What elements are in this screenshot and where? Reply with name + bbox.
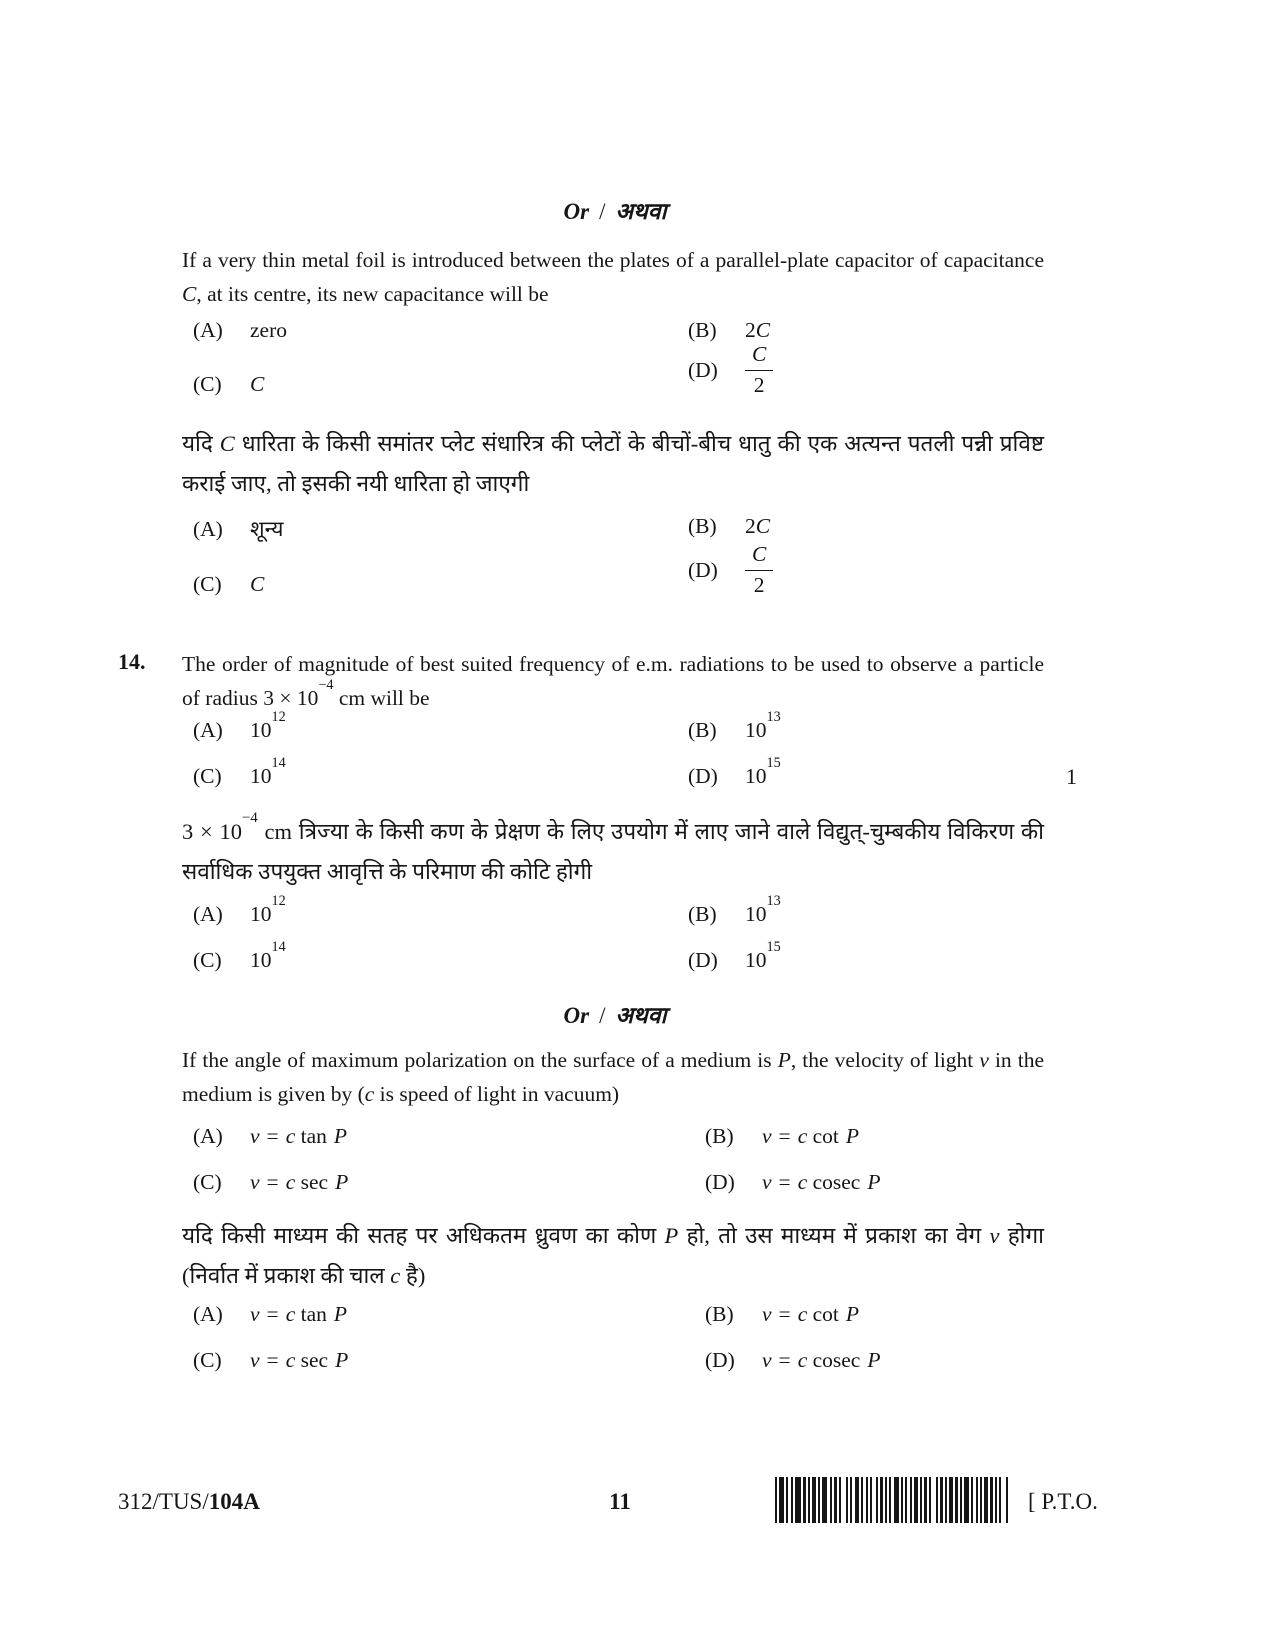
q14alt-hi-option-c [193, 1348, 348, 1373]
option-label: (A) [193, 1302, 223, 1326]
variable-p: P [845, 1302, 860, 1326]
variable-v: v [762, 1124, 772, 1148]
question-text-hindi: यदि किसी माध्यम की सतह पर अधिकतम ध्रुवण का कोण [182, 1223, 665, 1248]
paper-code [118, 1489, 260, 1515]
exponent: −4 [318, 677, 334, 694]
q14-en-option-d [688, 755, 781, 789]
option-value: 10 [745, 764, 767, 788]
exponent: 15 [766, 755, 781, 772]
q14-question-en [182, 647, 1044, 715]
exponent: 14 [271, 755, 286, 772]
option-value: 10 [250, 718, 272, 742]
option-label: (A) [193, 517, 223, 541]
variable-c: C [182, 282, 197, 306]
variable-v: v [762, 1348, 772, 1372]
option-label: (C) [193, 372, 222, 396]
option-label: (D) [688, 357, 718, 382]
q13alt-en-option-d [688, 344, 773, 396]
variable-p: P [333, 1124, 348, 1148]
variable-c: C [219, 431, 235, 456]
variable-v: v [989, 1223, 1000, 1248]
variable-c: c [797, 1348, 808, 1372]
trig-function: cosec [812, 1348, 861, 1372]
or-divider-1 [185, 194, 1045, 226]
option-value: 10 [250, 902, 272, 926]
exponent: 12 [271, 709, 286, 726]
variable-c: c [390, 1263, 401, 1288]
divider-separator: / [599, 1003, 606, 1028]
variable-v: v [762, 1302, 772, 1326]
option-label: (B) [688, 514, 717, 538]
paper-code-series: 104A [208, 1489, 260, 1514]
fraction-denominator: 2 [753, 572, 765, 597]
option-value: 2 [745, 514, 756, 538]
paper-code-prefix: 312/TUS/ [118, 1489, 209, 1514]
option-value: 2 [745, 318, 756, 342]
q13alt-en-option-c [193, 372, 264, 397]
option-label: (C) [193, 764, 222, 788]
variable-v: v [250, 1170, 260, 1194]
question-text: is speed of light in vacuum) [374, 1082, 620, 1106]
q14alt-en-option-a [193, 1124, 347, 1149]
equals-sign: = [266, 1170, 279, 1194]
question-text-hindi: cm त्रिज्या के किसी कण के प्रेक्षण के लिए उपयोग में लाए जाने वाले विद्युत्-चुम्बकीय विकिरण की सर्वाधिक उपयुक्त आवृत्ति के परिमाण की कोटि होगी [182, 819, 1044, 884]
variable-p: P [335, 1170, 349, 1194]
q14-en-option-b [688, 709, 781, 743]
option-label: (B) [688, 718, 717, 742]
equals-sign: = [778, 1348, 791, 1372]
barcode [775, 1477, 1013, 1523]
q13alt-question-hi [182, 424, 1044, 504]
question-text: 3 × 10 [182, 819, 242, 844]
option-value: 10 [745, 902, 767, 926]
fraction-denominator: 2 [753, 372, 765, 397]
variable-v: v [762, 1170, 772, 1194]
trig-function: tan [300, 1302, 327, 1326]
question-text: in the medium is given by ( [182, 1048, 1044, 1106]
option-value: zero [250, 318, 287, 342]
variable-v: v [250, 1302, 260, 1326]
q14alt-question-hi [182, 1216, 1044, 1296]
q14-hi-option-a [193, 893, 286, 927]
marks-value: 1 [1066, 764, 1077, 789]
q13alt-hi-option-a [193, 514, 283, 543]
equals-sign: = [266, 1302, 279, 1326]
fraction-numerator: C [745, 544, 773, 571]
trig-function: tan [300, 1124, 327, 1148]
option-label: (B) [688, 318, 717, 342]
exponent: 13 [766, 709, 781, 726]
option-label: (A) [193, 718, 223, 742]
equals-sign: = [266, 1348, 279, 1372]
q14-hi-option-d [688, 939, 781, 973]
page-number: 11 [609, 1489, 631, 1514]
q14-hi-option-b [688, 893, 781, 927]
variable-p: P [664, 1223, 679, 1248]
variable-c: c [285, 1124, 296, 1148]
exponent: 12 [271, 893, 286, 910]
option-value: 10 [745, 718, 767, 742]
question-text: If the angle of maximum polarization on the surface of a medium is [182, 1048, 778, 1072]
pto-label: [ P.T.O. [1028, 1489, 1098, 1514]
question-text: The order of magnitude of best suited frequency of e.m. radiations to be used to observe a particle of radius 3 × 10 [182, 652, 1044, 710]
q13alt-hi-option-b [688, 514, 770, 539]
variable-v: v [250, 1348, 260, 1372]
q14alt-question-en [182, 1043, 1044, 1111]
trig-function: cot [812, 1302, 839, 1326]
q14-en-option-a [193, 709, 286, 743]
variable-c: c [364, 1082, 375, 1106]
trig-function: sec [300, 1348, 329, 1372]
question-text-hindi: हो, तो उस माध्यम में प्रकाश का वेग [678, 1223, 990, 1248]
fraction-c-over-2 [745, 544, 773, 596]
option-label: (D) [688, 764, 718, 788]
variable-p: P [845, 1124, 860, 1148]
variable-c: C [755, 318, 771, 342]
option-value: C [250, 372, 265, 396]
q14-question-hi [182, 812, 1044, 892]
variable-c: c [285, 1302, 296, 1326]
q14-en-option-c [193, 755, 286, 789]
or-label: Or [563, 1003, 590, 1028]
variable-p: P [335, 1348, 349, 1372]
option-value: 10 [250, 764, 272, 788]
variable-p: P [867, 1170, 881, 1194]
q14alt-en-option-b [705, 1124, 859, 1149]
variable-p: P [867, 1348, 881, 1372]
option-label: (D) [705, 1170, 735, 1194]
option-label: (B) [688, 902, 717, 926]
q14alt-en-option-c [193, 1170, 348, 1195]
equals-sign: = [266, 1124, 279, 1148]
question-text: cm will be [333, 686, 430, 710]
variable-c: c [285, 1170, 296, 1194]
q14alt-hi-option-d [705, 1348, 881, 1373]
option-value: 10 [250, 948, 272, 972]
option-label: (C) [193, 572, 222, 596]
variable-p: P [333, 1302, 348, 1326]
variable-c: c [797, 1302, 808, 1326]
equals-sign: = [778, 1302, 791, 1326]
question-text: , the velocity of light [790, 1048, 980, 1072]
equals-sign: = [778, 1124, 791, 1148]
trig-function: cot [812, 1124, 839, 1148]
question-text-hindi: धारिता के किसी समांतर प्लेट संधारित्र की प्लेटों के बीचों-बीच धातु की एक अत्यन्त पतली पन्नी प्रविष्ट कराई जाए, तो इसकी नयी धारिता हो जाएगी [182, 431, 1045, 496]
q14alt-hi-option-b [705, 1302, 859, 1327]
q14alt-hi-option-a [193, 1302, 347, 1327]
trig-function: sec [300, 1170, 329, 1194]
option-label: (B) [705, 1124, 734, 1148]
option-label: (C) [193, 948, 222, 972]
or-label: Or [563, 199, 590, 224]
question-text: If a very thin metal foil is introduced between the plates of a parallel-plate capacitor of capacitance [182, 248, 1044, 272]
question-text-hindi: होगा (निर्वात में प्रकाश की चाल [182, 1223, 1044, 1288]
variable-c: c [285, 1348, 296, 1372]
fraction-numerator: C [745, 344, 773, 371]
option-value: 10 [745, 948, 767, 972]
variable-c: c [797, 1124, 808, 1148]
or-label-hindi: अथवा [615, 1003, 667, 1028]
option-label: (B) [705, 1302, 734, 1326]
trig-function: cosec [812, 1170, 861, 1194]
or-divider-2 [185, 998, 1045, 1030]
q13alt-en-option-b [688, 318, 770, 343]
variable-v: v [250, 1124, 260, 1148]
question-text-hindi: यदि [182, 431, 220, 456]
question-text-hindi: है) [400, 1263, 426, 1288]
variable-c: c [797, 1170, 808, 1194]
equals-sign: = [778, 1170, 791, 1194]
option-value: C [250, 572, 265, 596]
option-label: (A) [193, 1124, 223, 1148]
exponent: 13 [766, 893, 781, 910]
q13alt-hi-option-c [193, 572, 264, 597]
option-label: (A) [193, 318, 223, 342]
divider-separator: / [599, 199, 606, 224]
exponent: 15 [766, 939, 781, 956]
variable-c: C [755, 514, 771, 538]
variable-p: P [777, 1048, 791, 1072]
exponent: −4 [241, 810, 258, 827]
option-label: (D) [688, 948, 718, 972]
option-label: (A) [193, 902, 223, 926]
option-label: (C) [193, 1348, 222, 1372]
q13alt-hi-option-d [688, 544, 773, 596]
q14alt-en-option-d [705, 1170, 881, 1195]
option-label: (D) [688, 557, 718, 582]
option-value-hindi: शून्य [250, 517, 284, 541]
option-label: (C) [193, 1170, 222, 1194]
option-label: (D) [705, 1348, 735, 1372]
question-number: 14. [118, 649, 146, 674]
q13alt-question-en [182, 243, 1044, 311]
question-text: , at its centre, its new capacitance will be [196, 282, 549, 306]
q14-hi-option-c [193, 939, 286, 973]
fraction-c-over-2 [745, 344, 773, 396]
q13alt-en-option-a [193, 318, 287, 343]
variable-v: v [979, 1048, 989, 1072]
or-label-hindi: अथवा [615, 199, 667, 224]
exponent: 14 [271, 939, 286, 956]
